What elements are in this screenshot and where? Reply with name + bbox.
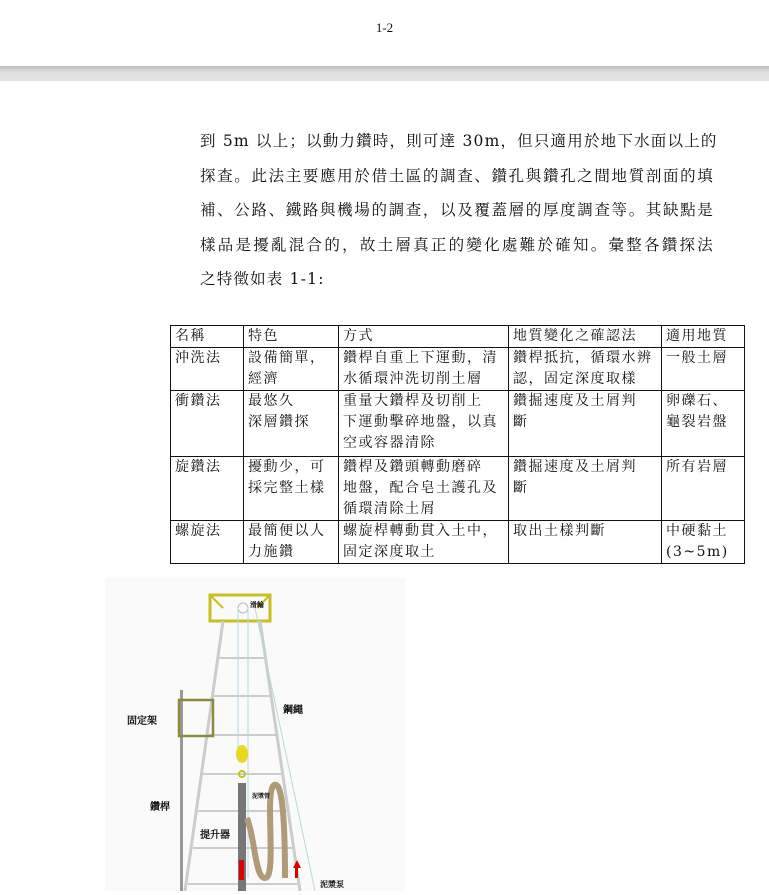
table-cell: 所有岩層 [662, 457, 745, 521]
table-cell: 卵礫石、 龜裂岩盤 [662, 391, 745, 457]
table-cell: 擾動少，可 採完整土樣 [244, 457, 339, 521]
body-paragraph [200, 124, 718, 297]
drilling-rig-figure [105, 578, 405, 891]
label-frame: 固定架 [127, 716, 157, 727]
table-cell: 取出土樣判斷 [509, 521, 662, 564]
label-hose: 泥漿管 [252, 793, 271, 800]
table-row [171, 391, 745, 457]
page-separator [0, 66, 769, 81]
table-cell: 鑽掘速度及土屑判 斷 [509, 457, 662, 521]
label-pump: 泥漿泵 [320, 880, 344, 889]
table-cell: 鑽掘速度及土屑判 斷 [509, 391, 662, 457]
label-pulley: 滑輪 [250, 601, 264, 609]
header-cell: 方式 [339, 326, 509, 348]
drilling-methods-table [170, 325, 745, 564]
paragraph-line: 之特徵如表 1-1: [200, 270, 325, 288]
table-cell: 螺旋桿轉動貫入土中， 固定深度取土 [339, 521, 509, 564]
table-cell: 中硬黏土 (3~5m) [662, 521, 745, 564]
table-header-row [171, 326, 745, 348]
header-cell: 地質變化之確認法 [509, 326, 662, 348]
table-cell: 沖洗法 [171, 348, 244, 391]
header-cell: 適用地質 [662, 326, 745, 348]
table-cell: 鑽桿及鑽頭轉動磨碎 地盤，配合皂土護孔及 循環清除土屑 [339, 457, 509, 521]
table-cell: 鑽桿抵抗，循環水辨 認，固定深度取樣 [509, 348, 662, 391]
paragraph-line: 樣品是擾亂混合的，故土層真正的變化處難於確知。彙整各鑽探法 [200, 235, 714, 254]
paragraph-line: 探查。此法主要應用於借土區的調查、鑽孔與鑽孔之間地質剖面的填 [200, 166, 714, 185]
table-cell: 一般土層 [662, 348, 745, 391]
table-cell: 旋鑽法 [171, 457, 244, 521]
page-number: 1-2 [375, 20, 394, 35]
label-rod: 鑽桿 [150, 802, 170, 813]
label-cable: 鋼繩 [283, 705, 303, 716]
paragraph-line: 補、公路、鐵路與機場的調查，以及覆蓋層的厚度調查等。其缺點是 [200, 201, 714, 219]
header-cell: 特色 [244, 326, 339, 348]
table-cell: 最悠久 深層鑽探 [244, 391, 339, 457]
drilling-rig-diagram [105, 578, 405, 891]
table-cell: 重量大鑽桿及切削上 下運動擊碎地盤，以真 空或容器清除 [339, 391, 509, 457]
table-row [171, 521, 745, 564]
table-cell: 設備簡單， 經濟 [244, 348, 339, 391]
table-row [171, 457, 745, 521]
table-cell: 衝鑽法 [171, 391, 244, 457]
header-cell: 名稱 [171, 326, 244, 348]
table-cell: 最簡便以人 力施鑽 [244, 521, 339, 564]
table-cell: 鑽桿自重上下運動，清 水循環沖洗切削土層 [339, 348, 509, 391]
paragraph-line: 到 5m 以上；以動力鑽時，則可達 30m，但只適用於地下水面以上的 [200, 132, 718, 150]
table-row [171, 348, 745, 391]
table-cell: 螺旋法 [171, 521, 244, 564]
label-lifter: 提升器 [200, 830, 230, 841]
